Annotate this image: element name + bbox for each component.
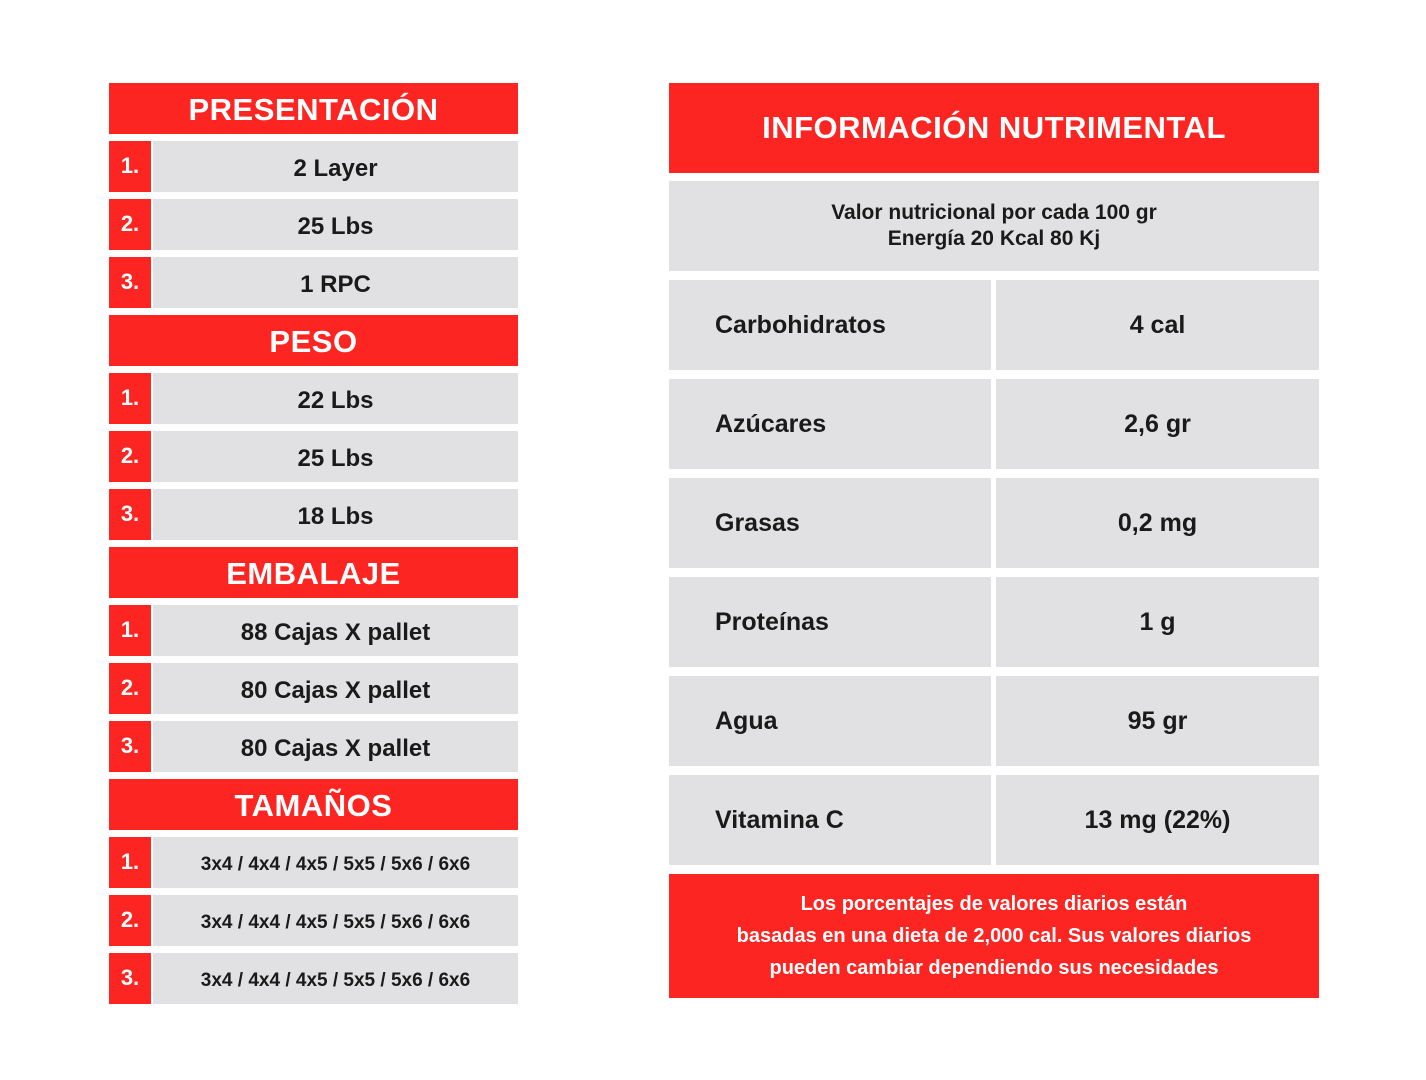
nutrition-panel xyxy=(669,83,1319,998)
list-item xyxy=(109,953,518,1004)
table-row xyxy=(669,478,1319,568)
item-value: 22 Lbs xyxy=(153,373,518,424)
item-value: 25 Lbs xyxy=(153,199,518,250)
item-value: 3x4 / 4x4 / 4x5 / 5x5 / 5x6 / 6x6 xyxy=(153,837,518,888)
item-value: 2 Layer xyxy=(153,141,518,192)
table-row xyxy=(669,676,1319,766)
table-row xyxy=(669,577,1319,667)
nutrient-value: 95 gr xyxy=(996,676,1319,766)
section-title: TAMAÑOS xyxy=(109,779,518,830)
list-item xyxy=(109,431,518,482)
item-number: 1. xyxy=(109,837,151,888)
item-number: 3. xyxy=(109,721,151,772)
item-number: 2. xyxy=(109,663,151,714)
disclaimer-line: basadas en una dieta de 2,000 cal. Sus valores diarios xyxy=(736,925,1252,947)
section-tamanos xyxy=(109,779,518,1004)
nutrient-label: Azúcares xyxy=(669,379,991,469)
table-row xyxy=(669,379,1319,469)
nutrition-subtitle xyxy=(669,181,1319,271)
section-presentacion xyxy=(109,83,518,308)
item-number: 1. xyxy=(109,141,151,192)
section-peso xyxy=(109,315,518,540)
nutrient-value: 1 g xyxy=(996,577,1319,667)
item-number: 2. xyxy=(109,199,151,250)
section-title: EMBALAJE xyxy=(109,547,518,598)
item-value: 3x4 / 4x4 / 4x5 / 5x5 / 5x6 / 6x6 xyxy=(153,953,518,1004)
list-item xyxy=(109,373,518,424)
list-item xyxy=(109,257,518,308)
item-value: 80 Cajas X pallet xyxy=(153,721,518,772)
disclaimer-line: Los porcentajes de valores diarios están xyxy=(800,893,1188,915)
item-value: 18 Lbs xyxy=(153,489,518,540)
item-number: 1. xyxy=(109,605,151,656)
section-embalaje xyxy=(109,547,518,772)
nutrient-value: 13 mg (22%) xyxy=(996,775,1319,865)
item-number: 2. xyxy=(109,431,151,482)
list-item xyxy=(109,663,518,714)
section-title: PRESENTACIÓN xyxy=(109,83,518,134)
nutrient-value: 0,2 mg xyxy=(996,478,1319,568)
subtitle-line: Valor nutricional por cada 100 gr xyxy=(831,201,1157,224)
nutrition-disclaimer xyxy=(669,874,1319,998)
list-item xyxy=(109,489,518,540)
list-item xyxy=(109,199,518,250)
table-row xyxy=(669,775,1319,865)
item-number: 3. xyxy=(109,257,151,308)
nutrient-label: Agua xyxy=(669,676,991,766)
list-item xyxy=(109,605,518,656)
product-specs-panel xyxy=(109,83,518,1004)
item-number: 3. xyxy=(109,489,151,540)
list-item xyxy=(109,141,518,192)
list-item xyxy=(109,837,518,888)
table-row xyxy=(669,280,1319,370)
item-value: 88 Cajas X pallet xyxy=(153,605,518,656)
subtitle-line: Energía 20 Kcal 80 Kj xyxy=(887,227,1101,250)
disclaimer-line: pueden cambiar dependiendo sus necesidades xyxy=(769,957,1219,979)
item-number: 2. xyxy=(109,895,151,946)
nutrient-value: 2,6 gr xyxy=(996,379,1319,469)
list-item xyxy=(109,721,518,772)
item-value: 80 Cajas X pallet xyxy=(153,663,518,714)
section-title: PESO xyxy=(109,315,518,366)
nutrient-label: Carbohidratos xyxy=(669,280,991,370)
item-value: 25 Lbs xyxy=(153,431,518,482)
item-value: 3x4 / 4x4 / 4x5 / 5x5 / 5x6 / 6x6 xyxy=(153,895,518,946)
list-item xyxy=(109,895,518,946)
nutrient-label: Proteínas xyxy=(669,577,991,667)
nutrient-label: Grasas xyxy=(669,478,991,568)
nutrient-label: Vitamina C xyxy=(669,775,991,865)
item-number: 1. xyxy=(109,373,151,424)
nutrient-value: 4 cal xyxy=(996,280,1319,370)
item-value: 1 RPC xyxy=(153,257,518,308)
item-number: 3. xyxy=(109,953,151,1004)
nutrition-title: INFORMACIÓN NUTRIMENTAL xyxy=(669,83,1319,173)
